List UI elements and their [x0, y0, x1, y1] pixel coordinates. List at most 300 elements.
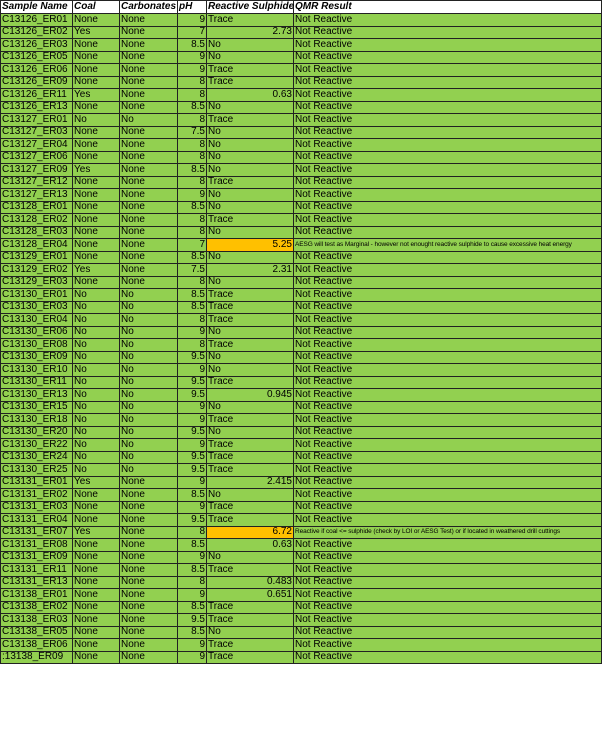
ph-cell[interactable]: 9	[178, 501, 207, 514]
qmr-result-cell[interactable]: Not Reactive	[294, 639, 602, 652]
table-row[interactable]	[1, 26, 602, 39]
qmr-result-cell[interactable]: Not Reactive	[294, 14, 602, 27]
coal-cell[interactable]: Yes	[73, 26, 120, 39]
ph-cell[interactable]: 9	[178, 639, 207, 652]
sample-name-cell[interactable]: C13127_ER13	[1, 189, 73, 202]
ph-cell[interactable]: 7.5	[178, 264, 207, 277]
qmr-result-cell[interactable]: Not Reactive	[294, 651, 602, 664]
carbonates-cell[interactable]: No	[120, 401, 178, 414]
reactive-sulphide-cell[interactable]: Trace	[207, 301, 294, 314]
reactive-sulphide-cell[interactable]: Trace	[207, 651, 294, 664]
carbonates-cell[interactable]: None	[120, 101, 178, 114]
qmr-result-cell[interactable]: Not Reactive	[294, 514, 602, 527]
qmr-result-cell[interactable]: Not Reactive	[294, 276, 602, 289]
reactive-sulphide-cell[interactable]: Trace	[207, 414, 294, 427]
ph-cell[interactable]: 8	[178, 314, 207, 327]
carbonates-cell[interactable]: None	[120, 539, 178, 552]
sample-name-cell[interactable]: C13127_ER06	[1, 151, 73, 164]
reactive-sulphide-cell[interactable]: Trace	[207, 176, 294, 189]
reactive-sulphide-cell[interactable]: Trace	[207, 289, 294, 302]
reactive-sulphide-cell[interactable]: No	[207, 51, 294, 64]
ph-cell[interactable]: 9.5	[178, 614, 207, 627]
sample-name-cell[interactable]: C13131_ER07	[1, 526, 73, 539]
coal-cell[interactable]: Yes	[73, 264, 120, 277]
coal-cell[interactable]: None	[73, 539, 120, 552]
qmr-result-cell[interactable]: Not Reactive	[294, 401, 602, 414]
carbonates-cell[interactable]: No	[120, 389, 178, 402]
coal-cell[interactable]: No	[73, 401, 120, 414]
sample-name-cell[interactable]: C13130_ER24	[1, 451, 73, 464]
coal-cell[interactable]: No	[73, 439, 120, 452]
ph-cell[interactable]: 8	[178, 526, 207, 539]
coal-cell[interactable]: None	[73, 239, 120, 252]
qmr-result-cell[interactable]: Not Reactive	[294, 339, 602, 352]
table-row[interactable]	[1, 526, 602, 539]
sample-name-cell[interactable]: C13131_ER04	[1, 514, 73, 527]
coal-cell[interactable]: None	[73, 489, 120, 502]
qmr-result-cell[interactable]: Not Reactive	[294, 201, 602, 214]
qmr-result-cell[interactable]: Not Reactive	[294, 351, 602, 364]
qmr-result-cell[interactable]: Not Reactive	[294, 251, 602, 264]
table-row[interactable]	[1, 139, 602, 152]
qmr-result-cell[interactable]: Not Reactive	[294, 626, 602, 639]
qmr-result-cell[interactable]: Not Reactive	[294, 189, 602, 202]
carbonates-cell[interactable]: No	[120, 451, 178, 464]
table-row[interactable]	[1, 114, 602, 127]
carbonates-cell[interactable]: No	[120, 464, 178, 477]
reactive-sulphide-cell[interactable]: Trace	[207, 314, 294, 327]
table-row[interactable]	[1, 551, 602, 564]
carbonates-cell[interactable]: None	[120, 239, 178, 252]
qmr-result-cell[interactable]: Not Reactive	[294, 139, 602, 152]
coal-cell[interactable]: No	[73, 364, 120, 377]
carbonates-cell[interactable]: None	[120, 626, 178, 639]
carbonates-cell[interactable]: None	[120, 501, 178, 514]
carbonates-cell[interactable]: None	[120, 589, 178, 602]
sample-name-cell[interactable]: C13130_ER10	[1, 364, 73, 377]
carbonates-cell[interactable]: None	[120, 551, 178, 564]
sample-name-cell[interactable]: C13127_ER03	[1, 126, 73, 139]
reactive-sulphide-cell[interactable]: No	[207, 201, 294, 214]
carbonates-cell[interactable]: None	[120, 139, 178, 152]
reactive-sulphide-cell[interactable]: No	[207, 551, 294, 564]
reactive-sulphide-cell[interactable]: Trace	[207, 451, 294, 464]
ph-cell[interactable]: 8.5	[178, 101, 207, 114]
ph-cell[interactable]: 9	[178, 476, 207, 489]
sample-name-cell[interactable]: C13126_ER13	[1, 101, 73, 114]
ph-cell[interactable]: 7.5	[178, 126, 207, 139]
table-row[interactable]	[1, 439, 602, 452]
sample-name-cell[interactable]: C13130_ER20	[1, 426, 73, 439]
reactive-sulphide-cell[interactable]: Trace	[207, 114, 294, 127]
ph-cell[interactable]: 8.5	[178, 289, 207, 302]
ph-cell[interactable]: 9	[178, 51, 207, 64]
table-row[interactable]	[1, 101, 602, 114]
coal-cell[interactable]: None	[73, 614, 120, 627]
ph-cell[interactable]: 9.5	[178, 451, 207, 464]
table-row[interactable]	[1, 289, 602, 302]
qmr-result-cell[interactable]: Not Reactive	[294, 426, 602, 439]
table-row[interactable]	[1, 339, 602, 352]
table-row[interactable]	[1, 564, 602, 577]
table-row[interactable]	[1, 426, 602, 439]
ph-cell[interactable]: 8.5	[178, 301, 207, 314]
sample-name-cell[interactable]: C13129_ER01	[1, 251, 73, 264]
table-row[interactable]	[1, 514, 602, 527]
coal-cell[interactable]: No	[73, 289, 120, 302]
reactive-sulphide-cell[interactable]: No	[207, 101, 294, 114]
ph-cell[interactable]: 8	[178, 214, 207, 227]
coal-cell[interactable]: No	[73, 414, 120, 427]
coal-cell[interactable]: None	[73, 564, 120, 577]
table-row[interactable]	[1, 264, 602, 277]
ph-cell[interactable]: 9	[178, 401, 207, 414]
carbonates-cell[interactable]: None	[120, 26, 178, 39]
coal-cell[interactable]: Yes	[73, 526, 120, 539]
ph-cell[interactable]: 9.5	[178, 351, 207, 364]
qmr-result-cell[interactable]: Not Reactive	[294, 39, 602, 52]
qmr-result-cell[interactable]: Not Reactive	[294, 301, 602, 314]
carbonates-cell[interactable]: None	[120, 251, 178, 264]
ph-cell[interactable]: 7	[178, 239, 207, 252]
table-row[interactable]	[1, 176, 602, 189]
reactive-sulphide-cell[interactable]: No	[207, 151, 294, 164]
qmr-result-cell[interactable]: Not Reactive	[294, 439, 602, 452]
coal-cell[interactable]: No	[73, 301, 120, 314]
qmr-result-cell[interactable]: Not Reactive	[294, 264, 602, 277]
ph-cell[interactable]: 8	[178, 276, 207, 289]
coal-cell[interactable]: Yes	[73, 476, 120, 489]
sample-name-cell[interactable]: C13130_ER06	[1, 326, 73, 339]
carbonates-cell[interactable]: None	[120, 151, 178, 164]
reactive-sulphide-cell[interactable]: Trace	[207, 376, 294, 389]
ph-cell[interactable]: 8.5	[178, 39, 207, 52]
sample-name-cell[interactable]: C13128_ER02	[1, 214, 73, 227]
carbonates-cell[interactable]: None	[120, 476, 178, 489]
sample-name-cell[interactable]: C13130_ER09	[1, 351, 73, 364]
table-row[interactable]	[1, 64, 602, 77]
sample-name-cell[interactable]: C13131_ER11	[1, 564, 73, 577]
qmr-result-cell[interactable]: Not Reactive	[294, 164, 602, 177]
carbonates-cell[interactable]: None	[120, 614, 178, 627]
table-row[interactable]	[1, 276, 602, 289]
carbonates-cell[interactable]: None	[120, 51, 178, 64]
qmr-result-cell[interactable]: Not Reactive	[294, 226, 602, 239]
reactive-sulphide-cell[interactable]: No	[207, 426, 294, 439]
table-row[interactable]	[1, 314, 602, 327]
carbonates-cell[interactable]: None	[120, 226, 178, 239]
table-row[interactable]	[1, 189, 602, 202]
coal-cell[interactable]: None	[73, 64, 120, 77]
reactive-sulphide-cell[interactable]: No	[207, 226, 294, 239]
carbonates-cell[interactable]: No	[120, 114, 178, 127]
table-row[interactable]	[1, 151, 602, 164]
sample-name-cell[interactable]: C13126_ER11	[1, 89, 73, 102]
qmr-result-cell[interactable]: Not Reactive	[294, 614, 602, 627]
qmr-result-cell[interactable]: Not Reactive	[294, 51, 602, 64]
coal-cell[interactable]: No	[73, 451, 120, 464]
carbonates-cell[interactable]: None	[120, 64, 178, 77]
reactive-sulphide-cell[interactable]: No	[207, 401, 294, 414]
sample-name-cell[interactable]: :13138_ER09	[1, 651, 73, 664]
sample-name-cell[interactable]: C13130_ER03	[1, 301, 73, 314]
qmr-result-cell[interactable]: Not Reactive	[294, 176, 602, 189]
sample-name-cell[interactable]: C13127_ER01	[1, 114, 73, 127]
sample-name-cell[interactable]: C13127_ER09	[1, 164, 73, 177]
table-row[interactable]	[1, 539, 602, 552]
carbonates-cell[interactable]: No	[120, 351, 178, 364]
sample-name-cell[interactable]: C13126_ER03	[1, 39, 73, 52]
table-row[interactable]	[1, 326, 602, 339]
sample-name-cell[interactable]: C13130_ER22	[1, 439, 73, 452]
sample-name-cell[interactable]: C13128_ER04	[1, 239, 73, 252]
table-row[interactable]	[1, 76, 602, 89]
table-row[interactable]	[1, 464, 602, 477]
qmr-result-cell[interactable]: Not Reactive	[294, 589, 602, 602]
reactive-sulphide-cell[interactable]: 2.73	[207, 26, 294, 39]
table-row[interactable]	[1, 626, 602, 639]
carbonates-cell[interactable]: None	[120, 126, 178, 139]
qmr-result-cell[interactable]: Not Reactive	[294, 314, 602, 327]
reactive-sulphide-cell[interactable]: No	[207, 626, 294, 639]
qmr-result-cell[interactable]: Reactive if coal <= sulphide (check by LOI or AESG Test) or if located in weathered drill cuttings	[294, 526, 602, 539]
sample-name-cell[interactable]: C13128_ER01	[1, 201, 73, 214]
reactive-sulphide-cell[interactable]: No	[207, 364, 294, 377]
ph-cell[interactable]: 9	[178, 189, 207, 202]
table-row[interactable]	[1, 389, 602, 402]
reactive-sulphide-cell[interactable]: 2.31	[207, 264, 294, 277]
reactive-sulphide-cell[interactable]: No	[207, 351, 294, 364]
table-row[interactable]	[1, 364, 602, 377]
table-row[interactable]	[1, 201, 602, 214]
sample-name-cell[interactable]: C13138_ER05	[1, 626, 73, 639]
qmr-result-cell[interactable]: Not Reactive	[294, 476, 602, 489]
sample-name-cell[interactable]: C13130_ER11	[1, 376, 73, 389]
table-row[interactable]	[1, 164, 602, 177]
reactive-sulphide-cell[interactable]: 0.483	[207, 576, 294, 589]
reactive-sulphide-cell[interactable]: No	[207, 189, 294, 202]
reactive-sulphide-cell[interactable]: No	[207, 164, 294, 177]
sample-name-cell[interactable]: C13131_ER08	[1, 539, 73, 552]
reactive-sulphide-cell[interactable]: No	[207, 276, 294, 289]
qmr-result-cell[interactable]: Not Reactive	[294, 576, 602, 589]
qmr-result-cell[interactable]: Not Reactive	[294, 326, 602, 339]
carbonates-cell[interactable]: None	[120, 264, 178, 277]
coal-cell[interactable]: No	[73, 114, 120, 127]
coal-cell[interactable]: No	[73, 314, 120, 327]
carbonates-cell[interactable]: None	[120, 564, 178, 577]
ph-cell[interactable]: 8	[178, 151, 207, 164]
table-row[interactable]	[1, 376, 602, 389]
ph-cell[interactable]: 8	[178, 339, 207, 352]
sample-name-cell[interactable]: C13126_ER09	[1, 76, 73, 89]
reactive-sulphide-cell[interactable]: 0.651	[207, 589, 294, 602]
qmr-result-cell[interactable]: Not Reactive	[294, 564, 602, 577]
qmr-result-cell[interactable]: Not Reactive	[294, 601, 602, 614]
qmr-result-cell[interactable]: Not Reactive	[294, 89, 602, 102]
ph-cell[interactable]: 9	[178, 651, 207, 664]
reactive-sulphide-cell[interactable]: Trace	[207, 564, 294, 577]
coal-cell[interactable]: No	[73, 326, 120, 339]
carbonates-cell[interactable]: None	[120, 576, 178, 589]
carbonates-cell[interactable]: None	[120, 89, 178, 102]
qmr-result-cell[interactable]: Not Reactive	[294, 214, 602, 227]
carbonates-cell[interactable]: No	[120, 426, 178, 439]
ph-cell[interactable]: 8.5	[178, 564, 207, 577]
table-row[interactable]	[1, 51, 602, 64]
ph-cell[interactable]: 9.5	[178, 376, 207, 389]
coal-cell[interactable]: None	[73, 551, 120, 564]
table-row[interactable]	[1, 214, 602, 227]
coal-cell[interactable]: None	[73, 101, 120, 114]
coal-cell[interactable]: None	[73, 626, 120, 639]
sample-name-cell[interactable]: C13131_ER02	[1, 489, 73, 502]
ph-cell[interactable]: 9	[178, 14, 207, 27]
sample-name-cell[interactable]: C13131_ER01	[1, 476, 73, 489]
qmr-result-cell[interactable]: Not Reactive	[294, 151, 602, 164]
carbonates-cell[interactable]: None	[120, 176, 178, 189]
carbonates-cell[interactable]: No	[120, 289, 178, 302]
table-row[interactable]	[1, 639, 602, 652]
carbonates-cell[interactable]: None	[120, 601, 178, 614]
reactive-sulphide-cell[interactable]: 0.945	[207, 389, 294, 402]
reactive-sulphide-cell[interactable]: Trace	[207, 76, 294, 89]
qmr-result-cell[interactable]: Not Reactive	[294, 376, 602, 389]
coal-cell[interactable]: None	[73, 139, 120, 152]
sample-name-cell[interactable]: C13130_ER01	[1, 289, 73, 302]
coal-cell[interactable]: Yes	[73, 164, 120, 177]
coal-cell[interactable]: None	[73, 51, 120, 64]
coal-cell[interactable]: No	[73, 376, 120, 389]
reactive-sulphide-cell[interactable]: Trace	[207, 339, 294, 352]
ph-cell[interactable]: 9	[178, 64, 207, 77]
reactive-sulphide-cell[interactable]: 6.72	[207, 526, 294, 539]
sample-name-cell[interactable]: C13129_ER03	[1, 276, 73, 289]
carbonates-cell[interactable]: None	[120, 164, 178, 177]
reactive-sulphide-cell[interactable]: Trace	[207, 601, 294, 614]
qmr-result-cell[interactable]: Not Reactive	[294, 289, 602, 302]
sample-name-cell[interactable]: C13126_ER02	[1, 26, 73, 39]
sample-name-cell[interactable]: C13126_ER06	[1, 64, 73, 77]
reactive-sulphide-cell[interactable]: Trace	[207, 64, 294, 77]
sample-name-cell[interactable]: C13130_ER08	[1, 339, 73, 352]
table-row[interactable]	[1, 589, 602, 602]
table-row[interactable]	[1, 414, 602, 427]
sample-name-cell[interactable]: C13138_ER02	[1, 601, 73, 614]
qmr-result-cell[interactable]: Not Reactive	[294, 489, 602, 502]
sample-name-cell[interactable]: C13127_ER04	[1, 139, 73, 152]
qmr-result-cell[interactable]: Not Reactive	[294, 26, 602, 39]
reactive-sulphide-cell[interactable]: 2.415	[207, 476, 294, 489]
reactive-sulphide-cell[interactable]: Trace	[207, 214, 294, 227]
reactive-sulphide-cell[interactable]: Trace	[207, 464, 294, 477]
ph-cell[interactable]: 8	[178, 114, 207, 127]
reactive-sulphide-cell[interactable]: No	[207, 489, 294, 502]
ph-cell[interactable]: 9.5	[178, 464, 207, 477]
carbonates-cell[interactable]: None	[120, 276, 178, 289]
carbonates-cell[interactable]: None	[120, 514, 178, 527]
qmr-result-cell[interactable]: Not Reactive	[294, 551, 602, 564]
carbonates-cell[interactable]: No	[120, 301, 178, 314]
reactive-sulphide-cell[interactable]: No	[207, 326, 294, 339]
ph-cell[interactable]: 8.5	[178, 201, 207, 214]
carbonates-cell[interactable]: None	[120, 76, 178, 89]
sample-name-cell[interactable]: C13129_ER02	[1, 264, 73, 277]
carbonates-cell[interactable]: None	[120, 639, 178, 652]
ph-cell[interactable]: 9	[178, 551, 207, 564]
reactive-sulphide-cell[interactable]: Trace	[207, 501, 294, 514]
coal-cell[interactable]: None	[73, 176, 120, 189]
carbonates-cell[interactable]: No	[120, 376, 178, 389]
table-row[interactable]	[1, 489, 602, 502]
table-row[interactable]	[1, 89, 602, 102]
ph-cell[interactable]: 8	[178, 139, 207, 152]
table-row[interactable]	[1, 39, 602, 52]
coal-cell[interactable]: No	[73, 389, 120, 402]
reactive-sulphide-cell[interactable]: No	[207, 139, 294, 152]
coal-cell[interactable]: None	[73, 639, 120, 652]
ph-cell[interactable]: 8.5	[178, 601, 207, 614]
sample-name-cell[interactable]: C13138_ER06	[1, 639, 73, 652]
ph-cell[interactable]: 8	[178, 76, 207, 89]
qmr-result-cell[interactable]: Not Reactive	[294, 114, 602, 127]
table-row[interactable]	[1, 126, 602, 139]
qmr-result-cell[interactable]: Not Reactive	[294, 64, 602, 77]
ph-cell[interactable]: 8.5	[178, 489, 207, 502]
carbonates-cell[interactable]: No	[120, 364, 178, 377]
table-row[interactable]	[1, 501, 602, 514]
carbonates-cell[interactable]: No	[120, 439, 178, 452]
coal-cell[interactable]: None	[73, 276, 120, 289]
coal-cell[interactable]: None	[73, 201, 120, 214]
sample-name-cell[interactable]: C13131_ER03	[1, 501, 73, 514]
coal-cell[interactable]: None	[73, 14, 120, 27]
coal-cell[interactable]: None	[73, 514, 120, 527]
ph-cell[interactable]: 8	[178, 226, 207, 239]
coal-cell[interactable]: None	[73, 189, 120, 202]
carbonates-cell[interactable]: None	[120, 39, 178, 52]
carbonates-cell[interactable]: No	[120, 339, 178, 352]
qmr-result-cell[interactable]: Not Reactive	[294, 126, 602, 139]
sample-name-cell[interactable]: C13128_ER03	[1, 226, 73, 239]
coal-cell[interactable]: None	[73, 39, 120, 52]
carbonates-cell[interactable]: No	[120, 326, 178, 339]
table-row[interactable]	[1, 576, 602, 589]
coal-cell[interactable]: None	[73, 601, 120, 614]
coal-cell[interactable]: None	[73, 251, 120, 264]
coal-cell[interactable]: None	[73, 576, 120, 589]
table-row[interactable]	[1, 451, 602, 464]
ph-cell[interactable]: 9	[178, 414, 207, 427]
reactive-sulphide-cell[interactable]: Trace	[207, 439, 294, 452]
reactive-sulphide-cell[interactable]: Trace	[207, 514, 294, 527]
table-row[interactable]	[1, 301, 602, 314]
qmr-result-cell[interactable]: Not Reactive	[294, 364, 602, 377]
reactive-sulphide-cell[interactable]: Trace	[207, 14, 294, 27]
qmr-result-cell[interactable]: Not Reactive	[294, 539, 602, 552]
ph-cell[interactable]: 9.5	[178, 389, 207, 402]
qmr-result-cell[interactable]: Not Reactive	[294, 414, 602, 427]
ph-cell[interactable]: 8	[178, 176, 207, 189]
carbonates-cell[interactable]: None	[120, 526, 178, 539]
table-row[interactable]	[1, 226, 602, 239]
carbonates-cell[interactable]: None	[120, 14, 178, 27]
sample-name-cell[interactable]: C13130_ER18	[1, 414, 73, 427]
coal-cell[interactable]: None	[73, 226, 120, 239]
ph-cell[interactable]: 9	[178, 439, 207, 452]
table-row[interactable]	[1, 601, 602, 614]
carbonates-cell[interactable]: None	[120, 651, 178, 664]
